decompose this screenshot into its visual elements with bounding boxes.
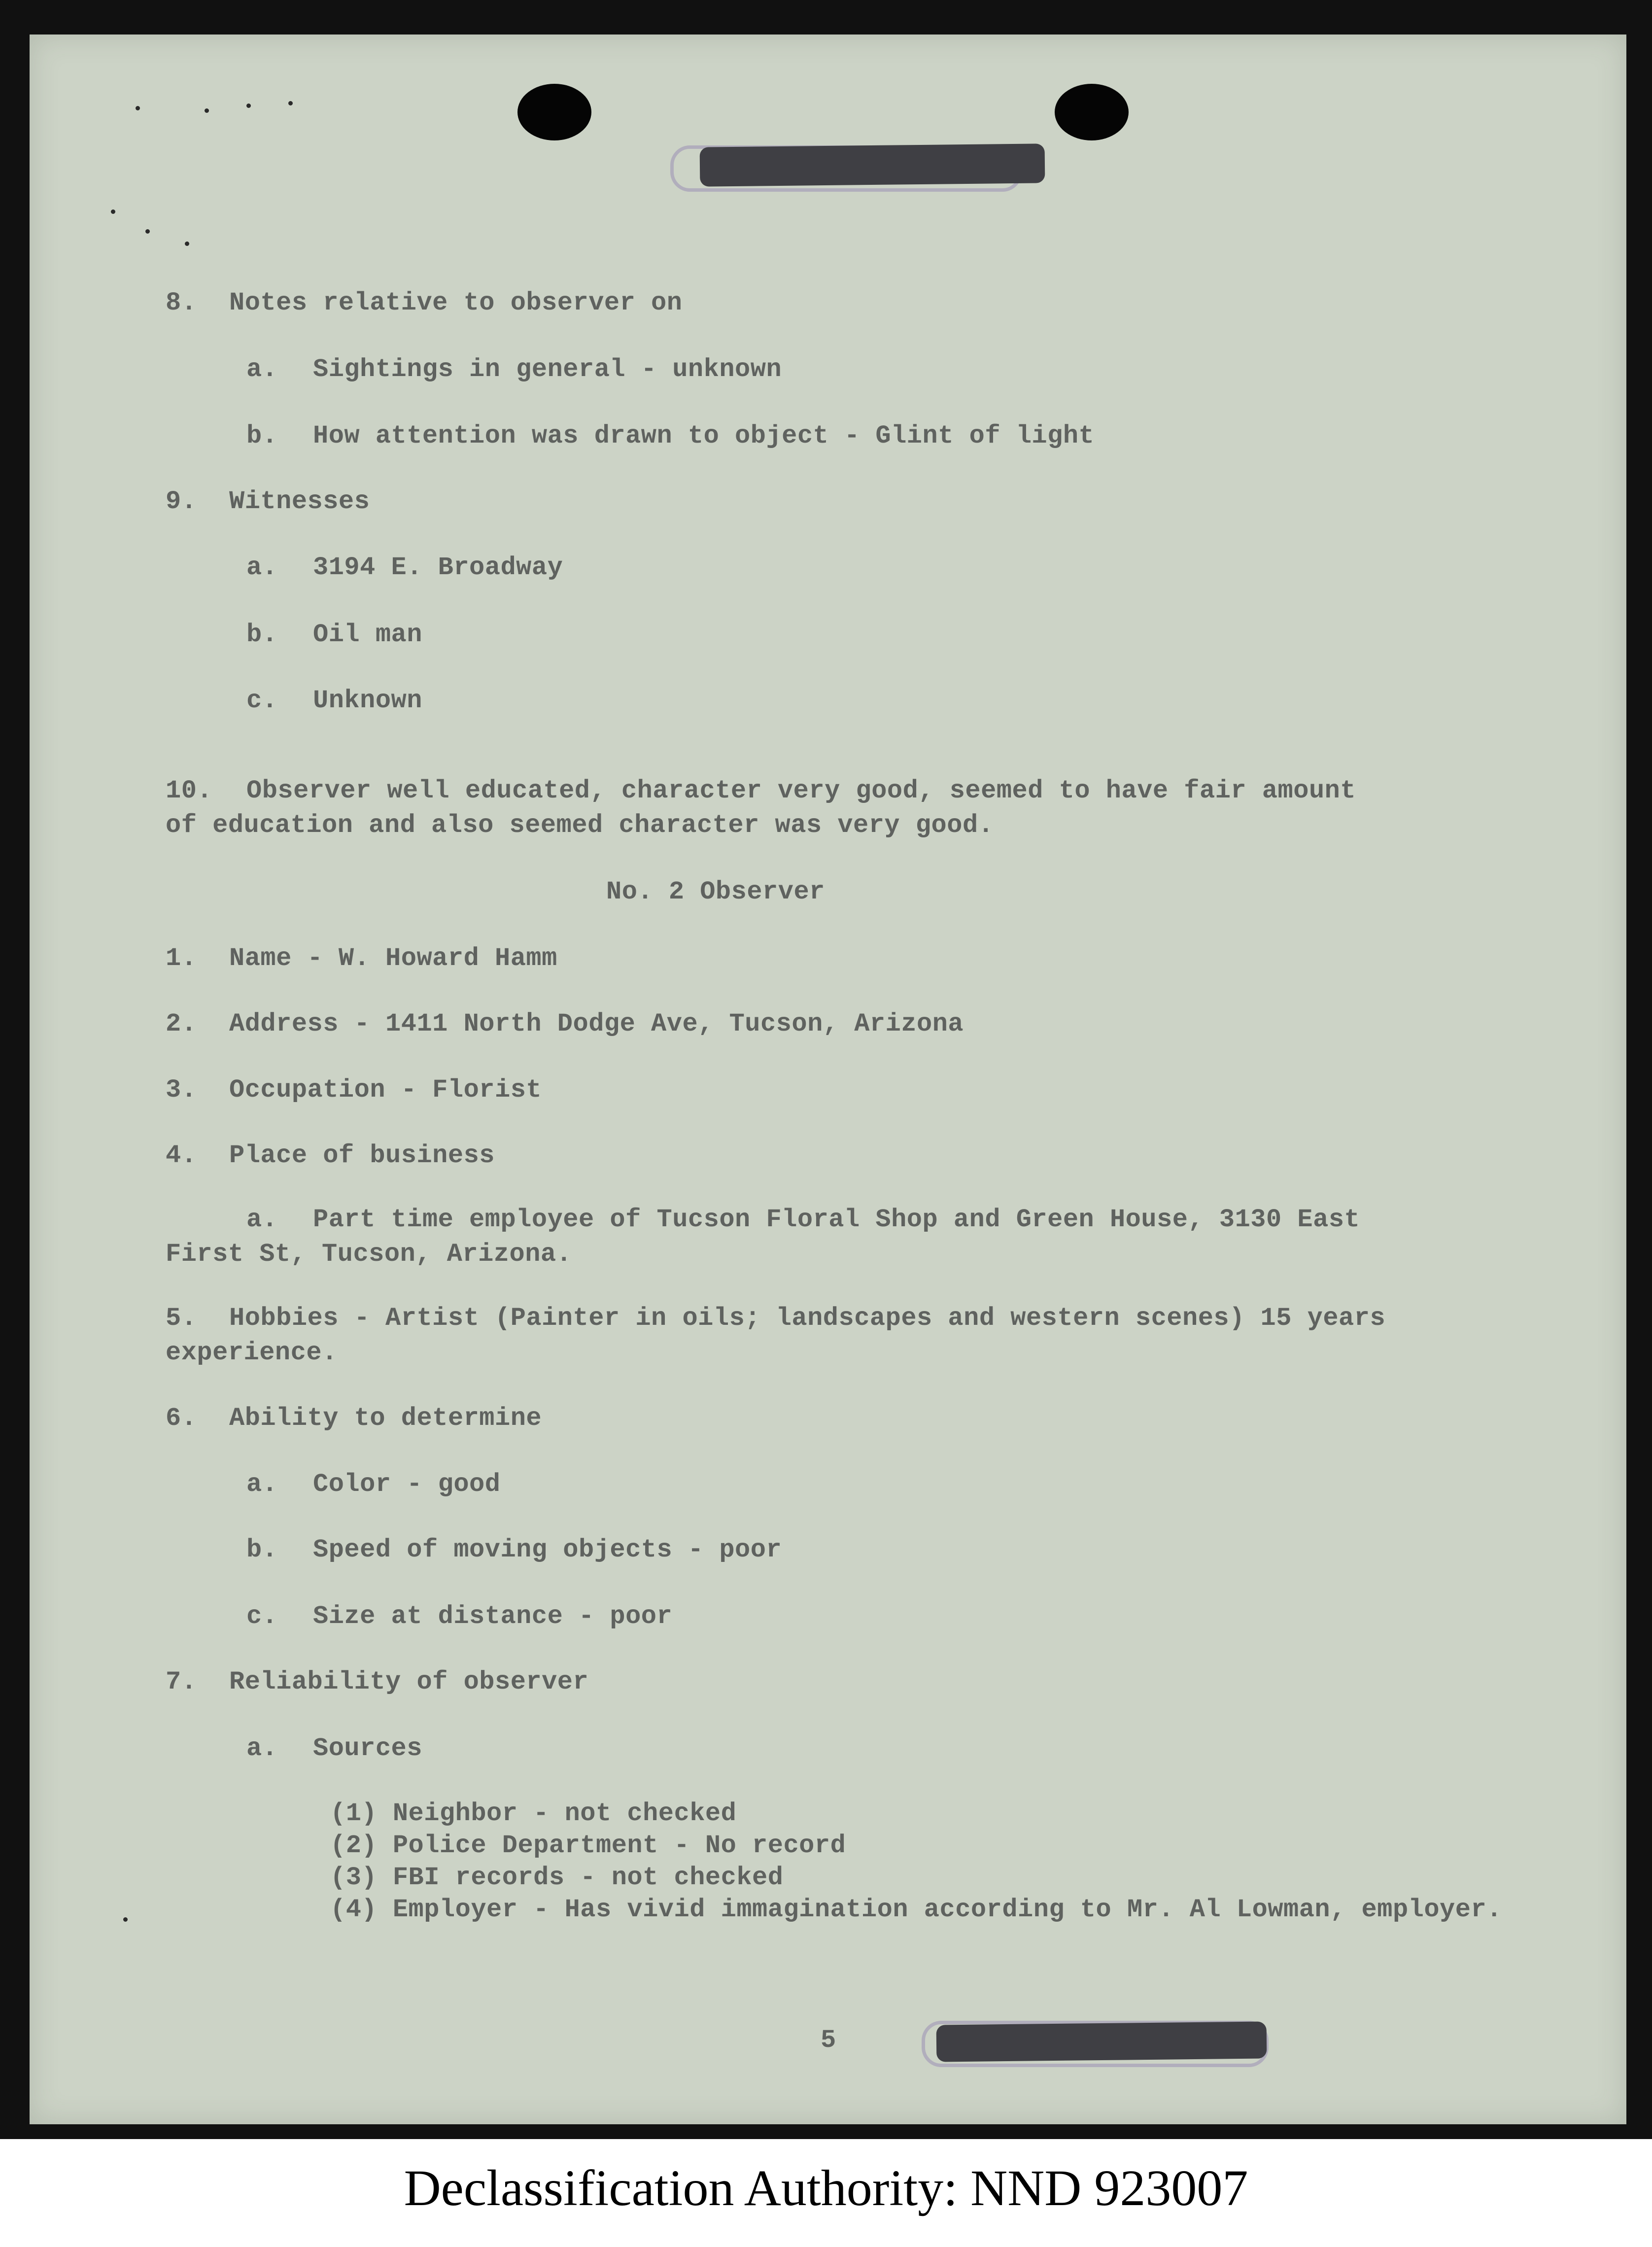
- item-8-title: Notes relative to observer on: [229, 288, 683, 317]
- observer-2-heading: No. 2 Observer: [606, 877, 825, 906]
- obs2-item-1-text: Name - W. Howard Hamm: [229, 944, 557, 973]
- item-8a-label: a.: [246, 355, 278, 384]
- obs2-item-3-text: Occupation - Florist: [229, 1075, 542, 1105]
- item-10-line-1: Observer well educated, character very good, seemed to have fair amount: [246, 776, 1356, 805]
- obs2-item-6a-label: a.: [246, 1470, 278, 1499]
- obs2-item-3-number: 3.: [166, 1075, 197, 1105]
- source-item-4: (4) Employer - Has vivid immagination according to Mr. Al Lowman, employer.: [330, 1895, 1502, 1924]
- item-8b-label: b.: [246, 421, 278, 450]
- obs2-item-1-number: 1.: [166, 944, 197, 973]
- item-10-number: 10.: [166, 776, 213, 805]
- item-9a-label: a.: [246, 553, 278, 582]
- item-9a-text: 3194 E. Broadway: [313, 553, 563, 582]
- item-9c-text: Unknown: [313, 686, 422, 715]
- obs2-item-6a-text: Color - good: [313, 1470, 501, 1499]
- speck: [288, 101, 293, 105]
- punch-hole-left: [517, 84, 591, 140]
- item-9-number: 9.: [166, 487, 197, 516]
- item-8-number: 8.: [166, 288, 197, 317]
- obs2-item-6c-label: c.: [246, 1602, 278, 1631]
- item-8a-text: Sightings in general - unknown: [313, 355, 782, 384]
- speck: [205, 108, 209, 113]
- obs2-item-6b-label: b.: [246, 1535, 278, 1564]
- declassification-footer: Declassification Authority: NND 923007: [404, 2160, 1248, 2216]
- obs2-item-6-number: 6.: [166, 1404, 197, 1433]
- obs2-item-6-text: Ability to determine: [229, 1404, 542, 1433]
- speck: [246, 104, 251, 108]
- item-10-line-2: of education and also seemed character was very good.: [166, 811, 994, 840]
- punch-hole-right: [1055, 84, 1129, 140]
- obs2-item-4a-label: a.: [246, 1205, 278, 1234]
- obs2-item-5-number: 5.: [166, 1304, 197, 1333]
- obs2-item-2-number: 2.: [166, 1009, 197, 1038]
- item-9b-label: b.: [246, 620, 278, 649]
- obs2-item-7a-text: Sources: [313, 1734, 422, 1763]
- obs2-item-5-line-2: experience.: [166, 1338, 338, 1367]
- speck: [111, 209, 115, 214]
- speck: [145, 229, 150, 234]
- obs2-item-7a-label: a.: [246, 1734, 278, 1763]
- obs2-item-6b-text: Speed of moving objects - poor: [313, 1535, 782, 1564]
- page-number: 5: [821, 2026, 836, 2055]
- speck: [185, 242, 189, 246]
- speck: [136, 106, 140, 110]
- obs2-item-4-number: 4.: [166, 1141, 197, 1170]
- obs2-item-4a-line-1: Part time employee of Tucson Floral Shop and Green House, 3130 East: [313, 1205, 1360, 1234]
- source-item-2: (2) Police Department - No record: [330, 1831, 846, 1860]
- item-9c-label: c.: [246, 686, 278, 715]
- source-item-3: (3) FBI records - not checked: [330, 1863, 784, 1892]
- obs2-item-5-line-1: Hobbies - Artist (Painter in oils; landscapes and western scenes) 15 years: [229, 1304, 1386, 1333]
- obs2-item-6c-text: Size at distance - poor: [313, 1602, 673, 1631]
- obs2-item-7-number: 7.: [166, 1667, 197, 1696]
- obs2-item-4-text: Place of business: [229, 1141, 495, 1170]
- item-8b-text: How attention was drawn to object - Glint of light: [313, 421, 1095, 450]
- speck: [123, 1917, 128, 1922]
- item-9-title: Witnesses: [229, 487, 370, 516]
- source-item-1: (1) Neighbor - not checked: [330, 1799, 737, 1828]
- obs2-item-4a-line-2: First St, Tucson, Arizona.: [166, 1240, 572, 1269]
- redaction-bar-bottom: [936, 2021, 1267, 2062]
- document-page: [30, 35, 1626, 2124]
- obs2-item-7-text: Reliability of observer: [229, 1667, 589, 1696]
- item-9b-text: Oil man: [313, 620, 422, 649]
- obs2-item-2-text: Address - 1411 North Dodge Ave, Tucson, Arizona: [229, 1009, 964, 1038]
- redaction-bar-top: [700, 143, 1045, 186]
